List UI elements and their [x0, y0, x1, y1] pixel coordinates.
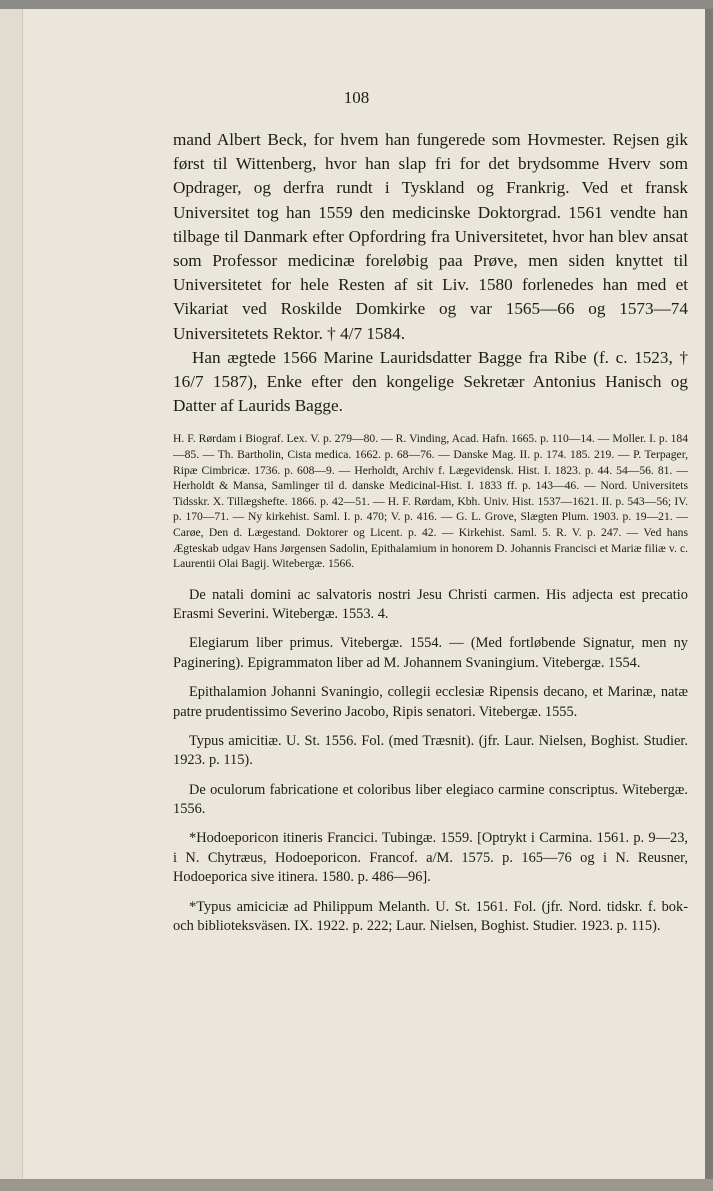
page-right-edge — [705, 9, 713, 1191]
references-block: H. F. Rørdam i Biograf. Lex. V. p. 279—80. — R. Vinding, Acad. Hafn. 1665. p. 110—14. — Moller. I. p. 184—85. — Th. Bartholin, Cista medica. 1662. p. 68—76. — Danske Mag. II. p. 174. 185. 219. — P. Terpager, Ripæ Cimbricæ. 1736. p. 608—9. — Herholdt, Archiv f. Lægevidensk. Hist. I. 1823. p. 44. 54—56. 81. — Herholdt & Mansa, Samlinger til d. danske Medicinal-Hist. I. 1833 ff. p. 143—46. — Nord. Universitets Tidsskr. X. Tillægshefte. 1866. p. 42—51. — H. F. Rørdam, Kbh. Univ. Hist. 1537—1621. II. p. 543—56; IV. p. 170—71. — Ny kirkehist. Saml. I. p. 470; V. p. 416. — G. L. Grove, Slægten Plum. 1903. p. 19—21. — Carøe, Den d. Lægestand. Doktorer og Licent. p. 42. — Kirkehist. Saml. 5. R. V. p. 247. — Ved hans Ægteskab udgav Hans Jørgensen Sadolin, Epithalamium in honorem D. Johannis Francisci et Mariæ filiæ v. c. Laurentii Olai Bagij. Witebergæ. 1566. — [173, 432, 688, 571]
text-body — [173, 128, 688, 946]
bibliography-entry: Elegiarum liber primus. Vitebergæ. 1554. — (Med fortløbende Signatur, men ny Paginering). Epigrammaton liber ad M. Johannem Svaningium. Vitebergæ. 1554. — [173, 635, 688, 672]
bibliography-entry: Epithalamion Johanni Svaningio, collegii ecclesiæ Ripensis decano, et Marinæ, natæ patre prudentissimo Severino Jacobo, Ripis senatori. Vitebergæ. 1555. — [173, 684, 688, 720]
page-number: 108 — [343, 88, 370, 107]
bibliography-entry: Typus amicitiæ. U. St. 1556. Fol. (med Træsnit). (jfr. Laur. Nielsen, Boghist. Studier. 1923. p. 115). — [173, 732, 688, 769]
bibliography-list — [173, 586, 688, 937]
bibliography-entry: De oculorum fabricatione et coloribus liber elegiaco carmine conscriptus. Witebergæ. 1556. — [173, 781, 688, 818]
bibliography-entry: *Typus amiciciæ ad Philippum Melanth. U. St. 1561. Fol. (jfr. Nord. tidskr. f. bok- och biblioteksväsen. IX. 1922. p. 222; Laur. Nielsen, Boghist. Studier. 1923. p. 115). — [173, 898, 688, 935]
page-top-edge — [0, 0, 713, 9]
marriage-paragraph: Han ægtede 1566 Marine Lauridsdatter Bagge fra Ribe (f. c. 1523, † 16/7 1587), Enke efter den kongelige Sekretær Antonius Hanisch og Datter af Laurids Bagge. — [173, 347, 688, 416]
page-binding-edge — [0, 9, 23, 1191]
biography-paragraph: mand Albert Beck, for hvem han fungerede som Hovmester. Rejsen gik først til Wittenberg, hvor han slap fri for det brydsomme Hverv som Opdrager, og derfra rundt i Tyskland og Frankrig. Ved et fransk Universitet tog han 1559 den medicinske Doktorgrad. 1561 vendte han tilbage til Danmark efter Opfordring fra Universitetet, hvor han blev ansat som Professor medicinæ foreløbig paa Prøve, men siden knyttet til Universitetet for hele Resten af sit Liv. 1580 forlenedes han med et Vikariat ved Roskilde Domkirke og var 1565—66 og 1573—74 Universitetets Rektor. † 4/7 1584. — [173, 130, 688, 343]
page-bottom-edge — [0, 1179, 713, 1191]
bibliography-entry: De natali domini ac salvatoris nostri Jesu Christi carmen. His adjecta est precatio Erasmi Severini. Witebergæ. 1553. 4. — [173, 586, 688, 623]
bibliography-entry: *Hodoeporicon itineris Francici. Tubingæ. 1559. [Optrykt i Carmina. 1561. p. 9—23, i N. Chytræus, Hodoeporicon. Francof. a/M. 1575. p. 165—76 og i N. Reusner, Hodoeporica sive itinera. 1580. p. 486—96]. — [173, 830, 688, 886]
biography-text — [173, 128, 688, 418]
